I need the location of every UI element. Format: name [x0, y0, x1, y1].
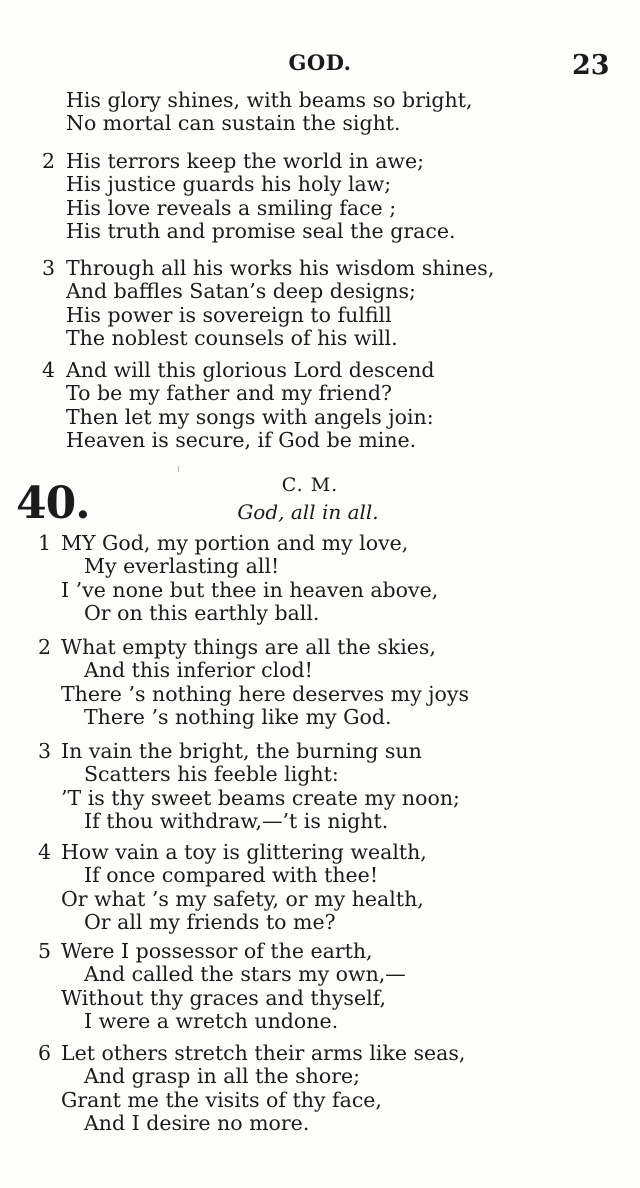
page-title: GOD. — [288, 50, 352, 75]
stanza-number: 4 — [38, 840, 52, 864]
page-number: 23 — [572, 50, 610, 81]
hymn-meter: C. M. — [281, 474, 339, 496]
stanza-number: 4 — [42, 358, 56, 382]
stanza-number: 5 — [38, 939, 52, 963]
stanza-number: 3 — [42, 256, 56, 280]
stanza-number: 2 — [42, 149, 56, 173]
hymn-title: God, all in all. — [237, 500, 379, 524]
stanza-number: 6 — [38, 1041, 52, 1065]
divider — [178, 466, 179, 472]
stanza-number: 1 — [38, 531, 52, 555]
hymn-number: 40. — [16, 478, 90, 529]
stanza-number: 2 — [38, 635, 52, 659]
stanza-number: 3 — [38, 739, 52, 763]
